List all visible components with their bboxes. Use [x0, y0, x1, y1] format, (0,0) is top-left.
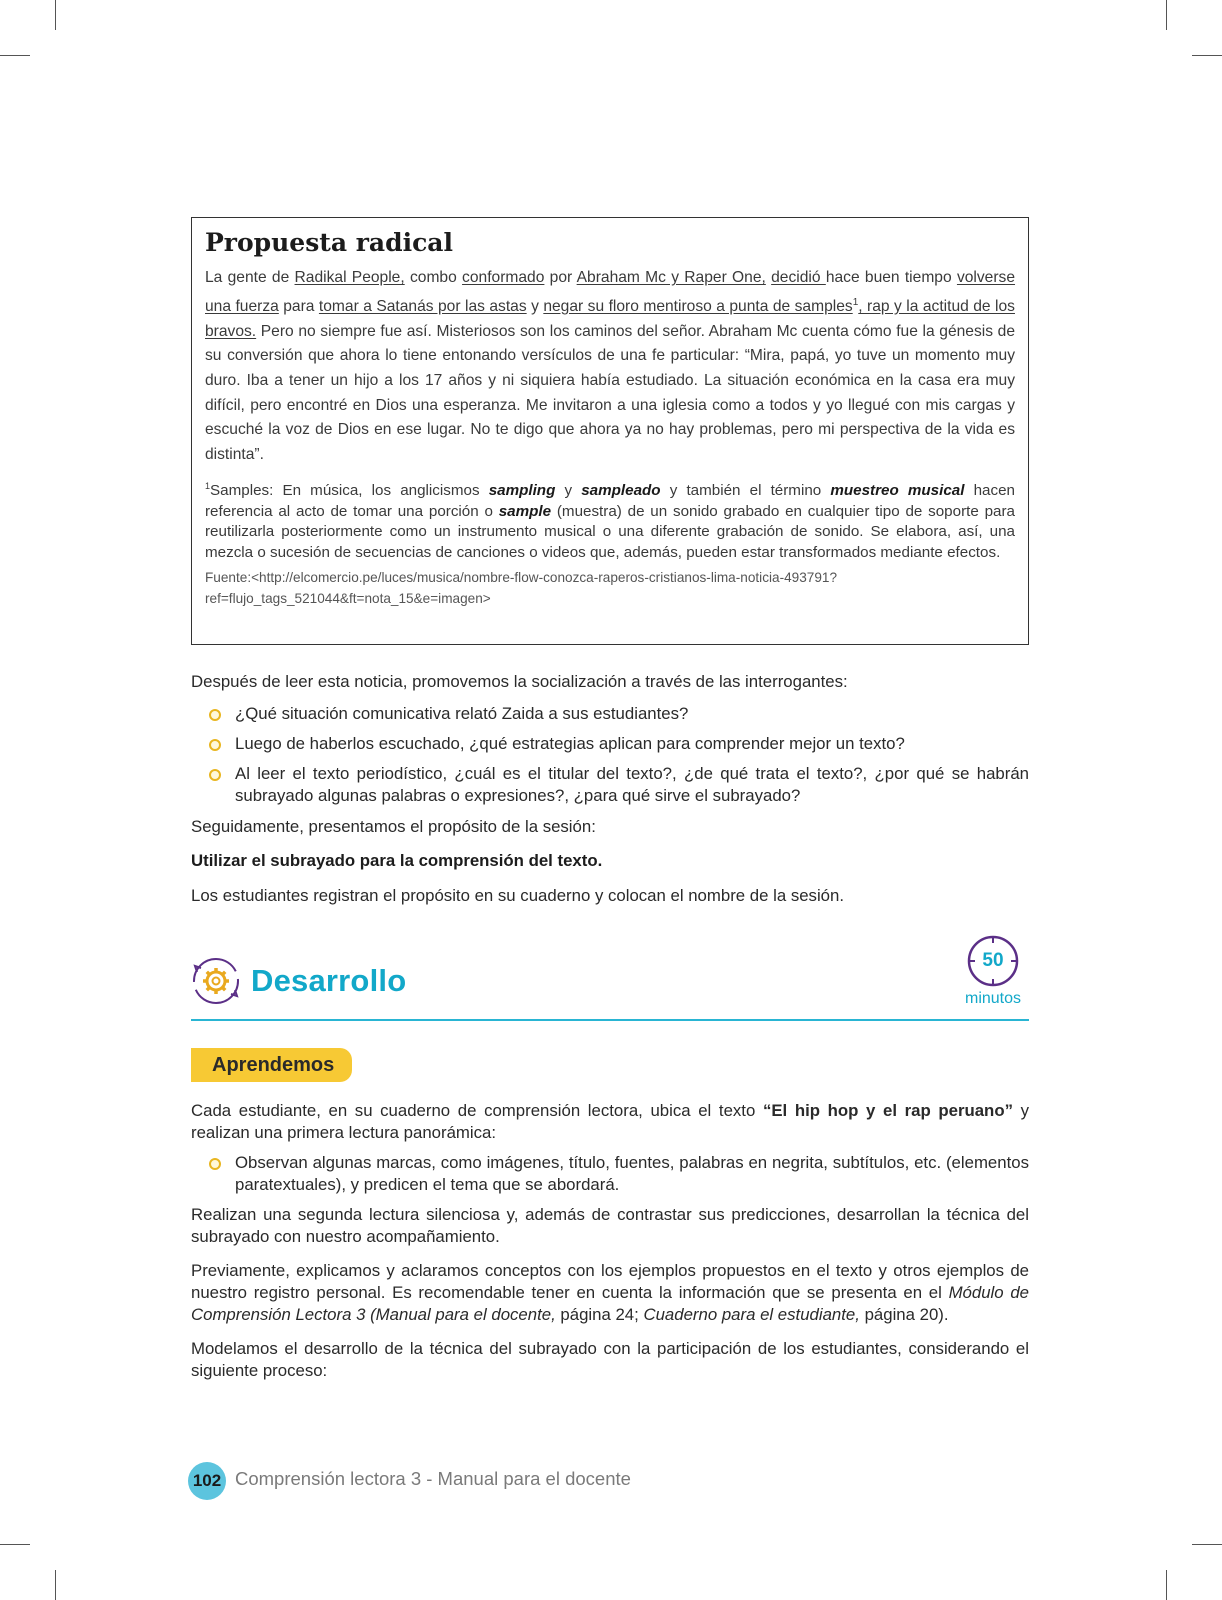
crop-mark [1192, 55, 1222, 56]
news-source: Fuente:<http://elcomercio.pe/luces/musica/nombre-flow-conozca-raperos-cristianos-lima-noticia-493791?ref=flujo_tags_521044&ft=nota_15&e=imagen> [205, 570, 838, 606]
crop-mark [1166, 0, 1167, 30]
page-number: 102 [188, 1462, 226, 1500]
learn-paragraph-4: Modelamos el desarrollo de la técnica del subrayado con la participación de los estudiantes, considerando el siguiente proceso: [191, 1339, 1029, 1380]
news-body: La gente de Radikal People, combo conformado por Abraham Mc y Raper One, decidió hace buen tiempo volverse una fuerza para tomar a Satanás por las astas y negar su floro mentiroso a punta de samples$^1$, rap y la actitud de los bravos. Pero no siempre fue así. Misteriosos son los caminos del señor. Abraham Mc cuenta cómo fue la génesis de su conversión que ahora lo tiene entonando versículos de una fe particular: “Mira, papá, yo tuve un momento muy duro. Iba a tener un hijo a los 17 años y ni siquiera había estudiado. La situación económica en la casa era muy difícil, pero encontré en Dios una esperanza. Me invitaron a una iglesia como a todos y yo llegué con mis cargas y escuché la voz de Dios en ese lugar. No te digo que ahora ya no hay problemas, pero mi perspectiva de la vida es distinta”. [205, 269, 1016, 464]
bullet-icon [209, 709, 221, 721]
crop-mark [1192, 1544, 1222, 1545]
gear-icon [191, 956, 241, 1006]
intro-text: Después de leer esta noticia, promovemos la socialización a través de las interrogantes: [191, 672, 848, 691]
learn-list [191, 1152, 1029, 1204]
crop-mark [0, 1544, 30, 1545]
list-item: Al leer el texto periodístico, ¿cuál es el titular del texto?, ¿de qué trata el texto?, ¿por qué se habrán subrayado algunas palabras o expresiones?, ¿para qué sirve el subrayado? [191, 763, 1029, 807]
list-item: Luego de haberlos escuchado, ¿qué estrategias aplican para comprender mejor un texto? [191, 733, 1029, 755]
purpose-statement: Utilizar el subrayado para la comprensión del texto. [191, 851, 603, 870]
bullet-icon [209, 739, 221, 751]
learn-paragraph-3: Previamente, explicamos y aclaramos conceptos con los ejemplos propuestos en el texto y otros ejemplos de nuestro registro personal. Es recomendable tener en cuenta la información que se presenta en el Módulo de Comprensión Lectora 3 (Manual para el docente, página 24; Cuaderno para el estudiante, página 20). [191, 1261, 1029, 1324]
questions-list [191, 703, 1029, 815]
news-title: Propuesta radical [205, 228, 453, 257]
news-box [191, 217, 1029, 645]
section-badge: Aprendemos [191, 1048, 352, 1082]
list-item: ¿Qué situación comunicativa relató Zaida a sus estudiantes? [191, 703, 1029, 725]
crop-mark [55, 0, 56, 30]
section-divider [191, 1019, 1029, 1021]
purpose-intro: Seguidamente, presentamos el propósito de la sesión: [191, 817, 596, 836]
list-item: Observan algunas marcas, como imágenes, título, fuentes, palabras en negrita, subtítulos, etc. (elementos paratextuales), y predicen el tema que se abordará. [191, 1152, 1029, 1196]
footer-title: Comprensión lectora 3 - Manual para el docente [235, 1468, 631, 1489]
timer-unit: minutos [964, 990, 1022, 1007]
crop-mark [55, 1570, 56, 1600]
purpose-note: Los estudiantes registran el propósito en su cuaderno y colocan el nombre de la sesión. [191, 886, 845, 905]
bullet-icon [209, 1158, 221, 1170]
learn-paragraph-2: Realizan una segunda lectura silenciosa y, además de contrastar sus predicciones, desarrollan la técnica del subrayado con nuestro acompañamiento. [191, 1205, 1029, 1246]
learn-intro: Cada estudiante, en su cuaderno de comprensión lectora, ubica el texto “El hip hop y el rap peruano” y realizan una primera lectura panorámica: [191, 1101, 1029, 1142]
crop-mark [1166, 1570, 1167, 1600]
bullet-icon [209, 769, 221, 781]
timer-value: 50 [982, 950, 1004, 971]
crop-mark [0, 55, 30, 56]
news-footnote: $^1$Samples: En música, los anglicismos sampling y sampleado y también el término muestreo musical hacen referencia al acto de tomar una porción o sample (muestra) de un sonido grabado en cualquier tipo de soporte para reutilizarla posteriormente como un instrumento musical o una diferente grabación de sonido. Se elabora, así, una mezcla o sucesión de secuencias de canciones o videos que, además, pueden estar transformados mediante efectos. [205, 480, 1015, 562]
section-title: Desarrollo [251, 963, 407, 998]
